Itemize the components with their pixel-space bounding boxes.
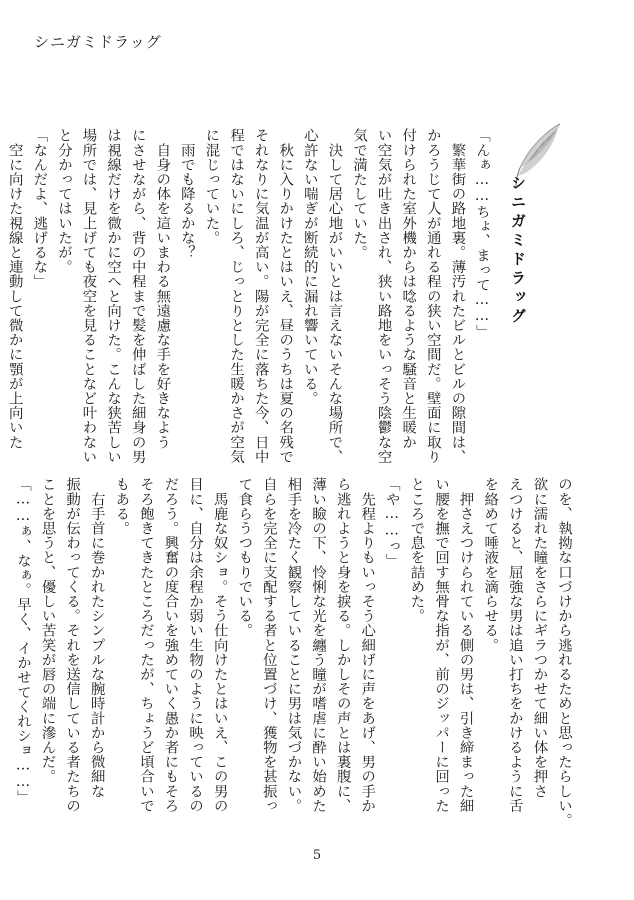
- text-column: 右手首に巻かれたシンプルな腕時計から微細な: [88, 477, 105, 799]
- text-column: に混じっていた。: [203, 128, 220, 245]
- text-column: 先程よりもいっそう心細げに声をあげ、男の手か: [359, 477, 376, 813]
- text-column: は視線だけを微かに空へと向けた。こんな狭苦しい: [105, 128, 122, 464]
- text-column: 場所では、見上げても夜空を見ることなど叶わない: [80, 128, 97, 464]
- text-column: 目に、自分は余程か弱い生物のように映っているの: [187, 477, 204, 813]
- text-column: 秋に入りかけたとはいえ、昼のうちは夏の名残で: [277, 128, 294, 464]
- text-column: 空に向けた視線と連動して微かに顎が上向いた: [6, 128, 23, 450]
- text-column: えつけると、屈強な男は追い打ちをかけるように舌: [506, 477, 523, 813]
- text-column: 薄い瞼の下、怜悧な光を纏う瞳が嗜虐に酔い始めた: [310, 477, 327, 813]
- text-column: 「んぁ……ちょ、まって……」: [474, 128, 490, 339]
- text-column: かろうじて人が通れる程の狭い空間だ。壁面に取り: [424, 128, 441, 464]
- text-column: もある。: [113, 477, 130, 536]
- text-column: 決して居心地がいいとは言えないそんな場所で、: [326, 128, 343, 464]
- text-column: ところで息を詰めた。: [408, 477, 425, 623]
- text-column: 自身の体を這いまわる無遠慮な手を好きなよう: [154, 128, 171, 450]
- text-column: 「……ぁ、なぁ。早く、イかせてくれショ……」: [14, 477, 31, 805]
- text-column: 振動が伝わってくる。それを送信している者たちの: [64, 477, 81, 813]
- text-column: 繁華街の路地裏。薄汚れたビルとビルの隙間は、: [449, 128, 466, 464]
- text-column: 馬鹿な奴ショ。そう仕向けたとはいえ、この男の: [211, 477, 228, 813]
- text-column: を絡めて唾液を滴らせる。: [482, 477, 499, 653]
- text-column: だろう。興奮の度合いを強めていく愚か者にもそろ: [162, 477, 179, 813]
- text-column: のを、執拗な口づけから逃れるためと思ったらしい。: [556, 477, 572, 828]
- text-column: 心許ない喘ぎが断続的に漏れ響いている。: [301, 128, 318, 406]
- text-column: 「なんだよ、逃げるな」: [31, 128, 48, 289]
- text-column: そろ飽きてきたところだったが、ちょうど頃合いで: [137, 477, 154, 813]
- text-column: 押さえつけられている側の男は、引き締まった細: [457, 477, 474, 813]
- text-column: 程ではないにしろ、じっとりとした生暖かさが空気: [228, 128, 245, 464]
- text-column: い空気が吐き出され、狭い路地をいっそう陰鬱な空: [375, 128, 392, 464]
- text-column: 気で満たしていた。: [351, 128, 368, 260]
- text-column: と分かってはいたが。: [55, 128, 72, 274]
- text-column: 相手を冷たく観察していることに男は気づかない。: [285, 477, 302, 813]
- body-text-lower: [14, 477, 576, 828]
- text-column: 自らを完全に支配する者と位置づけ、獲物を甚振っ: [260, 477, 277, 813]
- text-column: ことを思うと、優しい苦笑が唇の端に滲んだ。: [39, 477, 56, 784]
- chapter-title: シニガミドラッグ: [509, 175, 527, 327]
- text-column: ら逃れようと身を捩る。しかしその声とは裏腹に、: [334, 477, 351, 813]
- text-column: それなりに気温が高い。陽が完全に落ちた今、日中: [252, 128, 269, 464]
- running-header-title: シニガミドラッグ: [34, 33, 162, 51]
- text-column: 欲に濡れた瞳をさらにギラつかせて細い体を押さ: [531, 477, 548, 799]
- body-text-upper: [6, 128, 494, 464]
- text-column: て食らうつもりでいる。: [236, 477, 253, 638]
- text-column: 雨でも降るかな？: [178, 128, 195, 260]
- text-column: にさせながら、背の中程まで髪を伸ばした細身の男: [129, 128, 146, 464]
- text-column: 「や……っ」: [383, 477, 400, 568]
- text-column: 付けられた室外機からは唸るような騒音と生暖か: [400, 128, 417, 450]
- page-number: 5: [312, 848, 322, 863]
- text-column: い腰を撫で回す無骨な指が、前のジッパーに回った: [433, 477, 450, 813]
